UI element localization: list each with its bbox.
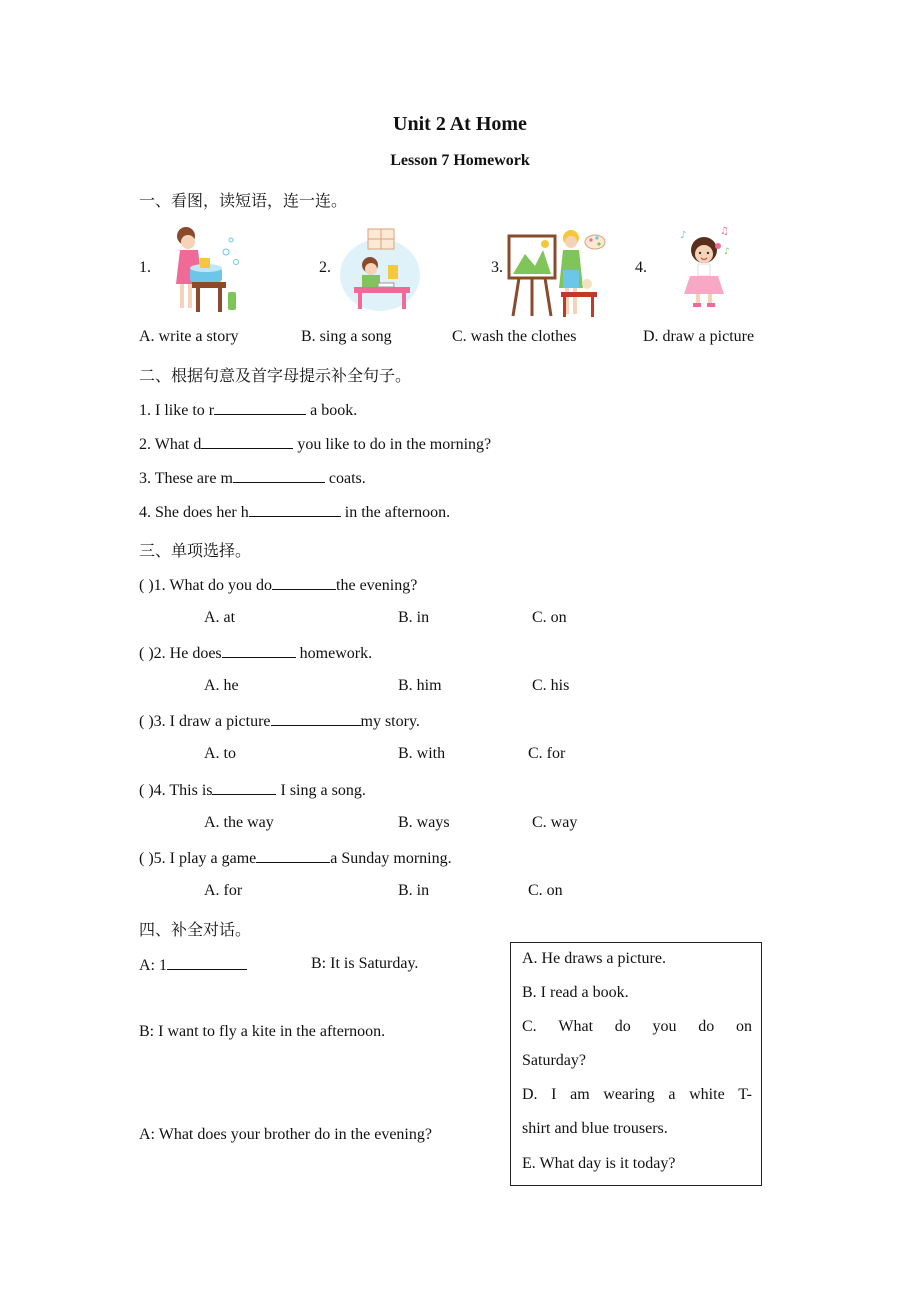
choice-3-option-c: C. for [528,745,566,762]
section1-heading: 一、看图，读短语，连一连。 [139,193,348,210]
pic-number-2: 2. [319,259,331,276]
box-option-c-word: do [698,1018,715,1035]
choice-question-4-post: I sing a song. [276,782,366,799]
answer-paren-5[interactable]: ( ) [139,850,154,867]
choice-question-3-post: my story. [360,713,420,730]
choice-blank-4 [212,780,276,795]
choice-4-option-b: B. ways [398,814,450,831]
dialog-options-box [510,942,762,1186]
pic-number-4: 4. [635,259,647,276]
fill-sentence-4-post: in the afternoon. [340,504,451,521]
choice-blank-1 [272,575,336,590]
box-option-c-word: do [614,1018,631,1035]
box-option-a: A. He draws a picture. [522,950,666,967]
fill-sentence-1-pre: 1. I like to r [139,402,215,419]
choice-question-4 [139,780,366,800]
choice-1-option-b: B. in [398,609,430,626]
match-option-b: B. sing a song [301,328,392,345]
washing-clothes-illustration [166,222,246,318]
section3-heading: 三、单项选择。 [139,543,252,560]
answer-paren-4[interactable]: ( ) [139,782,154,799]
choice-4-option-a: A. the way [204,814,274,831]
dialog-blank-1[interactable] [167,955,247,970]
fill-sentence-3 [139,468,366,488]
choice-question-1-post: the evening? [336,577,418,594]
svg-text:♪: ♪ [680,230,687,241]
fill-sentence-3-pre: 3. These are m [139,470,233,487]
choice-3-option-a: A. to [204,745,236,762]
fill-blank-1[interactable] [214,400,306,415]
dialog-line-b1: B: It is Saturday. [311,955,419,972]
box-option-c-word: on [736,1018,752,1035]
svg-text:♫: ♫ [720,226,729,237]
box-option-c [522,1018,752,1036]
choice-question-1-pre: 1. What do you do [153,577,273,594]
section2-heading: 二、根据句意及首字母提示补全句子。 [139,368,412,385]
box-option-d-word: I [551,1086,557,1103]
fill-sentence-2-pre: 2. What d [139,436,202,453]
fill-sentence-4-pre: 4. She does her h [139,504,249,521]
lesson-subtitle: Lesson 7 Homework [390,152,530,169]
match-option-c: C. wash the clothes [452,328,577,345]
answer-paren-3[interactable]: ( ) [139,713,154,730]
answer-paren-2[interactable]: ( ) [139,645,154,662]
choice-1-option-a: A. at [204,609,236,626]
box-option-b: B. I read a book. [522,984,629,1001]
choice-question-3 [139,711,420,731]
dialog-line-b2: B: I want to fly a kite in the afternoon. [139,1023,386,1040]
fill-sentence-2-post: you like to do in the morning? [293,436,492,453]
choice-question-2-post: homework. [295,645,373,662]
choice-blank-3 [271,711,361,726]
fill-sentence-4 [139,502,450,522]
box-option-d-word: white [689,1086,725,1103]
choice-blank-5 [256,848,330,863]
box-option-c-word: C. [522,1018,537,1035]
box-option-d-word: D. [522,1086,538,1103]
box-option-d [522,1086,752,1104]
choice-question-2-pre: 2. He does [153,645,222,662]
writing-story-illustration [338,225,422,313]
choice-question-5-post: a Sunday morning. [330,850,452,867]
choice-5-option-c: C. on [528,882,563,899]
choice-1-option-c: C. on [532,609,567,626]
fill-blank-4[interactable] [249,502,341,517]
match-option-d: D. draw a picture [643,328,755,345]
box-option-d-word: wearing [603,1086,655,1103]
choice-2-option-c: C. his [532,677,570,694]
box-option-d-word: a [668,1086,676,1103]
box-option-c-word: you [652,1018,677,1035]
box-option-e: E. What day is it today? [522,1155,676,1172]
dialog-a1-text: A: 1 [139,957,167,974]
draw-picture-illustration [505,226,607,320]
pic-number-1: 1. [139,259,151,276]
answer-paren-1[interactable]: ( ) [139,577,154,594]
dialog-line-a1 [139,955,247,975]
choice-question-3-pre: 3. I draw a picture [153,713,271,730]
fill-sentence-3-post: coats. [324,470,366,487]
fill-sentence-2 [139,434,491,454]
match-option-a: A. write a story [139,328,239,345]
page-title: Unit 2 At Home [393,113,527,135]
fill-sentence-1-post: a book. [306,402,358,419]
box-option-d-word: am [570,1086,590,1103]
choice-question-4-pre: 4. This is [153,782,213,799]
box-option-d-tail: shirt and blue trousers. [522,1120,668,1137]
choice-question-1 [139,575,417,595]
fill-sentence-1 [139,400,357,420]
box-option-d-word: T- [738,1086,752,1103]
dialog-line-a2: A: What does your brother do in the evening? [139,1126,432,1143]
choice-question-5 [139,848,452,868]
choice-3-option-b: B. with [398,745,446,762]
choice-2-option-b: B. him [398,677,442,694]
choice-2-option-a: A. he [204,677,239,694]
pic-number-3: 3. [491,259,503,276]
choice-5-option-a: A. for [204,882,243,899]
box-option-c-tail: Saturday? [522,1052,586,1069]
choice-blank-2 [222,643,296,658]
svg-text:♪: ♪ [724,247,730,257]
sing-song-illustration [676,224,734,308]
box-option-c-word: What [558,1018,594,1035]
fill-blank-3[interactable] [233,468,325,483]
fill-blank-2[interactable] [201,434,293,449]
choice-5-option-b: B. in [398,882,430,899]
section4-heading: 四、补全对话。 [139,922,252,939]
choice-question-2 [139,643,372,663]
choice-4-option-c: C. way [532,814,578,831]
choice-question-5-pre: 5. I play a game [153,850,257,867]
